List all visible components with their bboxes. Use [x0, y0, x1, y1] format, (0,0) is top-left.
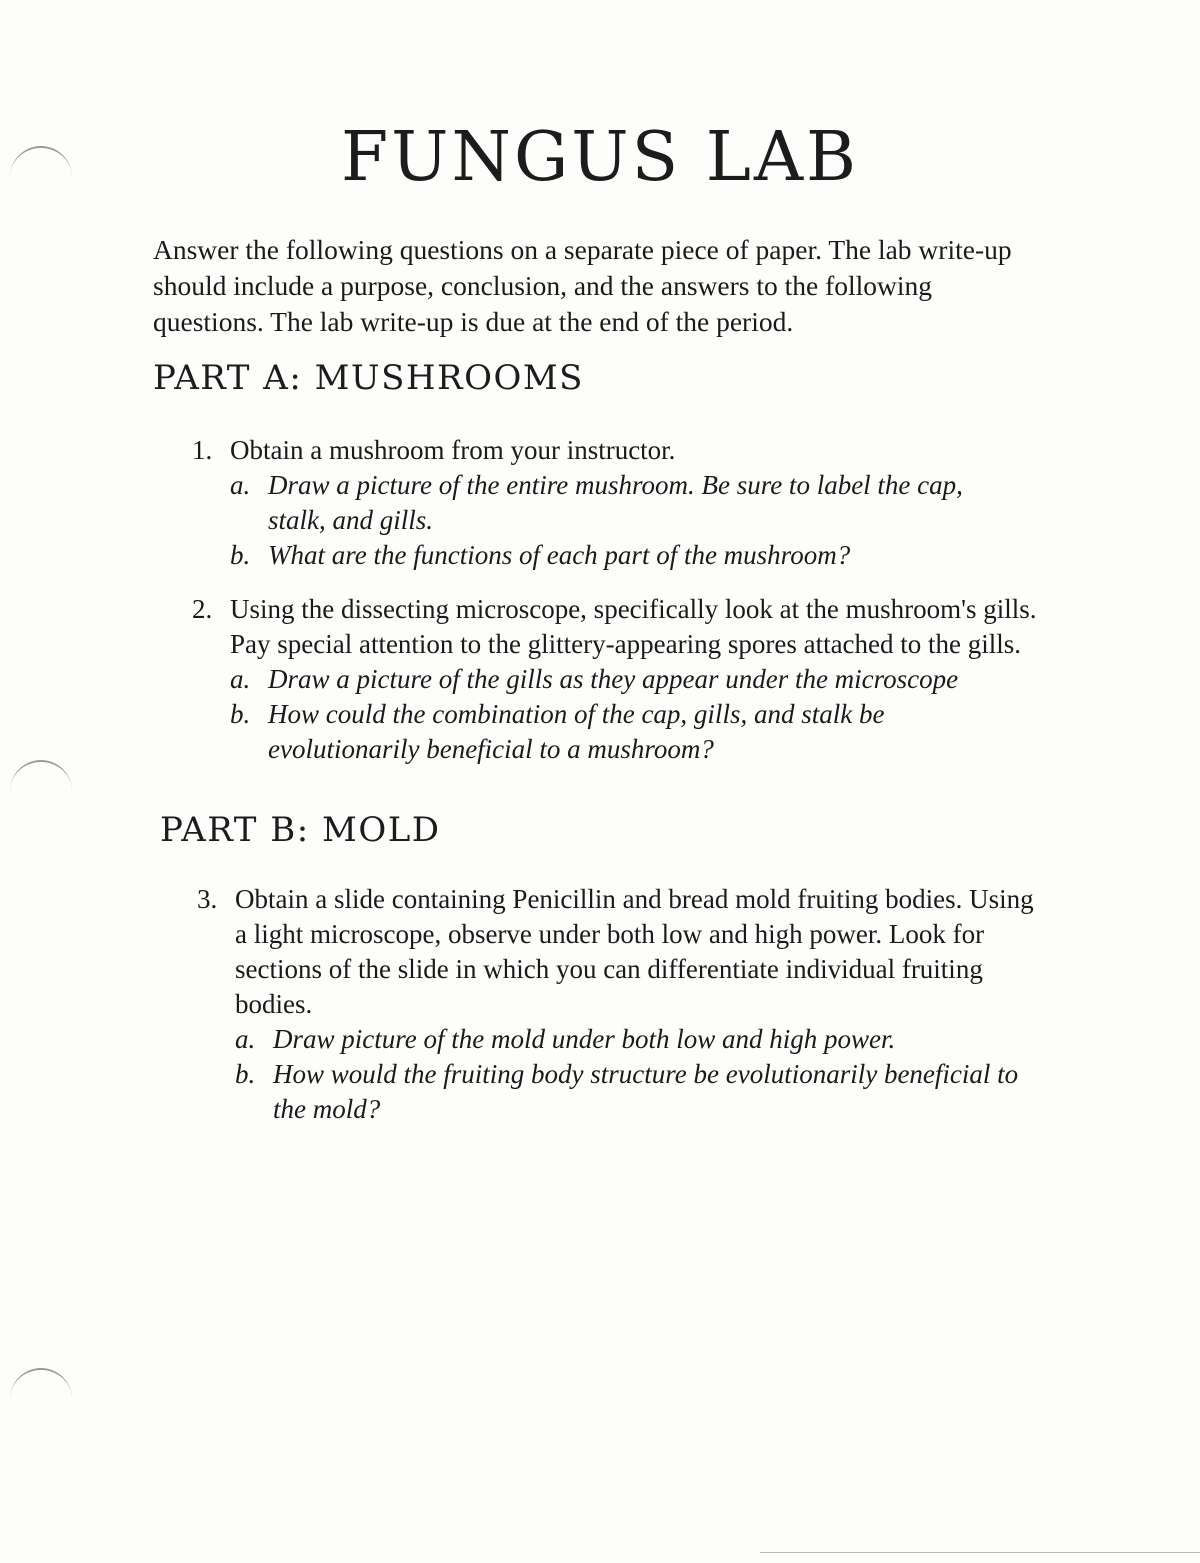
- instructions-paragraph: Answer the following questions on a separate piece of paper. The lab write-up should include a purpose, conclusion, and the answers to the following questions. The lab write-up is due at the end of the period.: [153, 234, 1012, 337]
- question-body: Obtain a slide containing Penicillin and bread mold fruiting bodies. Using a light microscope, observe under both low and high power. Look for sections of the slide in which you can differentiate individual fruiting bodies.: [235, 884, 1034, 1019]
- sub-question: [192, 538, 1022, 573]
- question-number: 1.: [192, 435, 213, 465]
- sub-question-text: How could the combination of the cap, gills, and stalk be evolutionarily beneficial to a mushroom?: [268, 699, 885, 764]
- sub-question-text: Draw picture of the mold under both low and high power.: [273, 1024, 896, 1054]
- question-body: Using the dissecting microscope, specifically look at the mushroom's gills. Pay special attention to the glittery-appearing spores attached to the gills.: [230, 594, 1037, 659]
- sub-question-letter: b.: [230, 699, 251, 729]
- binder-hole-mark: [10, 760, 72, 806]
- question-text: [192, 433, 1022, 468]
- sub-question-letter: a.: [235, 1024, 256, 1054]
- sub-question: [192, 468, 1022, 538]
- sub-question-text: Draw a picture of the entire mushroom. Be sure to label the cap, stalk, and gills.: [268, 470, 963, 535]
- sub-question-letter: a.: [230, 664, 251, 694]
- sub-question-letter: b.: [235, 1059, 256, 1089]
- sub-question: [192, 662, 1042, 697]
- sub-question-text: How would the fruiting body structure be evolutionarily beneficial to the mold?: [273, 1059, 1019, 1124]
- question-3: [197, 882, 1037, 1127]
- sub-question: [197, 1057, 1037, 1127]
- question-body: Obtain a mushroom from your instructor.: [230, 435, 676, 465]
- question-1: [192, 433, 1022, 573]
- page-title: FUNGUS LAB: [340, 118, 860, 197]
- sub-question: [192, 697, 1042, 767]
- question-2: [192, 592, 1042, 767]
- sub-question-text: What are the functions of each part of the mushroom?: [268, 540, 851, 570]
- question-text: [192, 592, 1042, 662]
- binder-hole-mark: [10, 1368, 72, 1414]
- question-number: 2.: [192, 594, 213, 624]
- sub-question-letter: a.: [230, 470, 251, 500]
- sub-question: [197, 1022, 1037, 1057]
- sub-question-text: Draw a picture of the gills as they appear under the microscope: [268, 664, 959, 694]
- question-number: 3.: [197, 884, 218, 914]
- question-text: [197, 882, 1037, 1022]
- section-heading-part-b: PART B: MOLD: [160, 810, 441, 850]
- sub-question-letter: b.: [230, 540, 251, 570]
- section-heading-part-a: PART A: MUSHROOMS: [153, 358, 584, 398]
- scan-edge-line: [760, 1552, 1200, 1553]
